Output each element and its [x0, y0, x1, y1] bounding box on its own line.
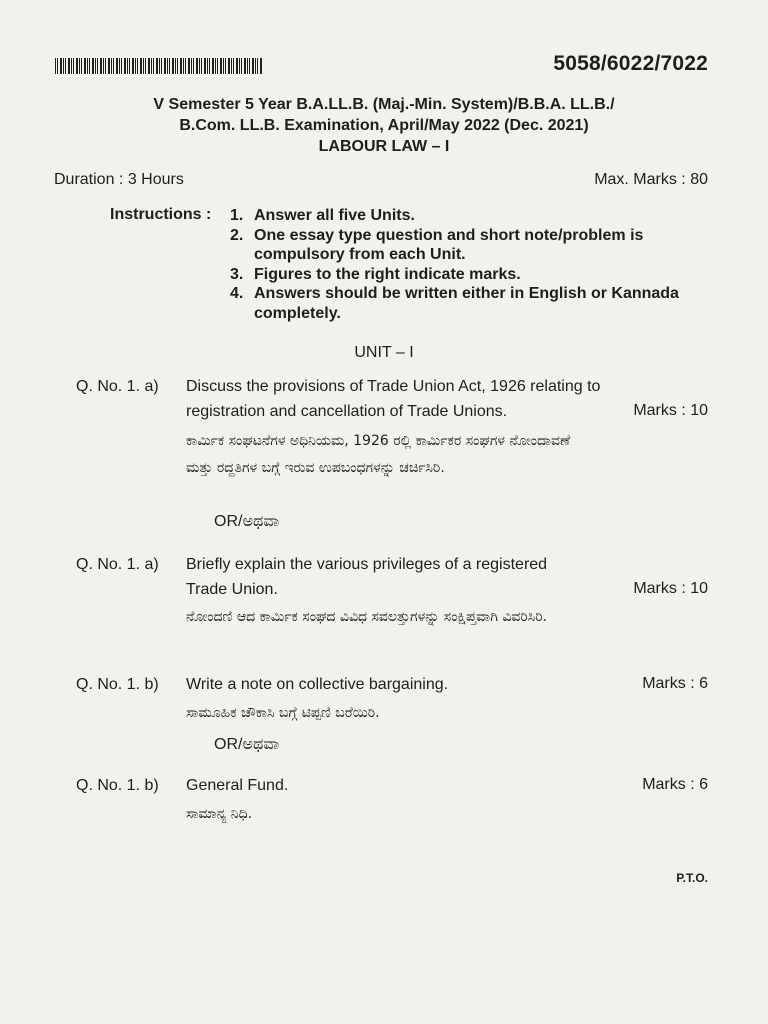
duration: Duration : 3 Hours	[54, 171, 184, 188]
question-text-kannada: ಸಾಮೂಹಿಕ ಚೌಕಾಸಿ ಬಗ್ಗೆ ಟಿಪ್ಪಣಿ ಬರೆಯಿರಿ.	[186, 705, 380, 721]
instruction-number: 2.	[230, 226, 244, 244]
exam-header-line-2: B.Com. LL.B. Examination, April/May 2022 (Dec. 2021)	[179, 117, 589, 134]
question-text-kannada: ಕಾರ್ಮಿಕ ಸಂಘಟನೆಗಳ ಅಧಿನಿಯಮ, 1926 ರಲ್ಲಿ ಕಾರ್ಮಿಕರ ಸಂಘಗಳ ನೋಂದಾವಣೆ ಮತ್ತು ರದ್ದತಿಗಳ ಬಗ್ಗೆ ಇರುವ ಉಪಬಂಧಗಳನ್ನು ಚರ್ಚಿಸಿರಿ.	[186, 433, 571, 476]
question-label: Q. No. 1. b)	[76, 676, 159, 693]
pto-note: P.T.O.	[676, 871, 708, 885]
subject-title: LABOUR LAW – I	[318, 138, 450, 155]
question-text: Briefly explain the various privileges of a registered Trade Union.	[186, 556, 548, 598]
exam-header-line-1: V Semester 5 Year B.A.LL.B. (Maj.-Min. System)/B.B.A. LL.B./	[153, 96, 615, 113]
instructions-label: Instructions :	[110, 206, 212, 223]
question-label: Q. No. 1. a)	[76, 378, 159, 395]
or-divider: OR/ಅಥವಾ	[214, 736, 280, 753]
question-text: General Fund.	[186, 777, 289, 794]
instruction-item	[230, 284, 700, 323]
question-marks: Marks : 6	[642, 776, 708, 793]
instruction-number: 1.	[230, 207, 244, 224]
instruction-item	[230, 265, 700, 285]
instructions-list	[230, 206, 700, 323]
question-label: Q. No. 1. a)	[76, 556, 159, 573]
or-divider: OR/ಅಥವಾ	[214, 513, 280, 530]
question-text-kannada: ಸಾಮಾನ್ಯ ನಿಧಿ.	[186, 806, 253, 822]
barcode	[55, 58, 263, 74]
instruction-number: 4.	[230, 285, 244, 302]
question-text-kannada: ನೋಂದಣಿ ಆದ ಕಾರ್ಮಿಕ ಸಂಘದ ವಿವಿಧ ಸವಲತ್ತುಗಳನ್ನು ಸಂಕ್ಷಿಪ್ತವಾಗಿ ವಿವರಿಸಿರಿ.	[186, 609, 548, 625]
question-text: Write a note on collective bargaining.	[186, 676, 449, 693]
instruction-text: Answer all five Units.	[254, 207, 415, 224]
question-marks: Marks : 10	[633, 402, 708, 419]
instruction-text: Figures to the right indicate marks.	[254, 265, 521, 283]
question-label: Q. No. 1. b)	[76, 777, 159, 794]
instruction-item	[230, 206, 700, 226]
instruction-number: 3.	[230, 265, 244, 283]
paper-code: 5058/6022/7022	[553, 52, 708, 75]
question-marks: Marks : 10	[633, 580, 708, 597]
question-marks: Marks : 6	[642, 675, 708, 692]
instruction-text: One essay type question and short note/problem is compulsory from each Unit.	[254, 226, 644, 263]
max-marks: Max. Marks : 80	[594, 171, 708, 188]
instruction-item	[230, 226, 700, 265]
instruction-text: Answers should be written either in English or Kannada completely.	[254, 285, 679, 322]
question-text: Discuss the provisions of Trade Union Act, 1926 relating to registration and cancellation of Trade Unions.	[186, 378, 601, 420]
unit-title: UNIT – I	[354, 344, 414, 361]
